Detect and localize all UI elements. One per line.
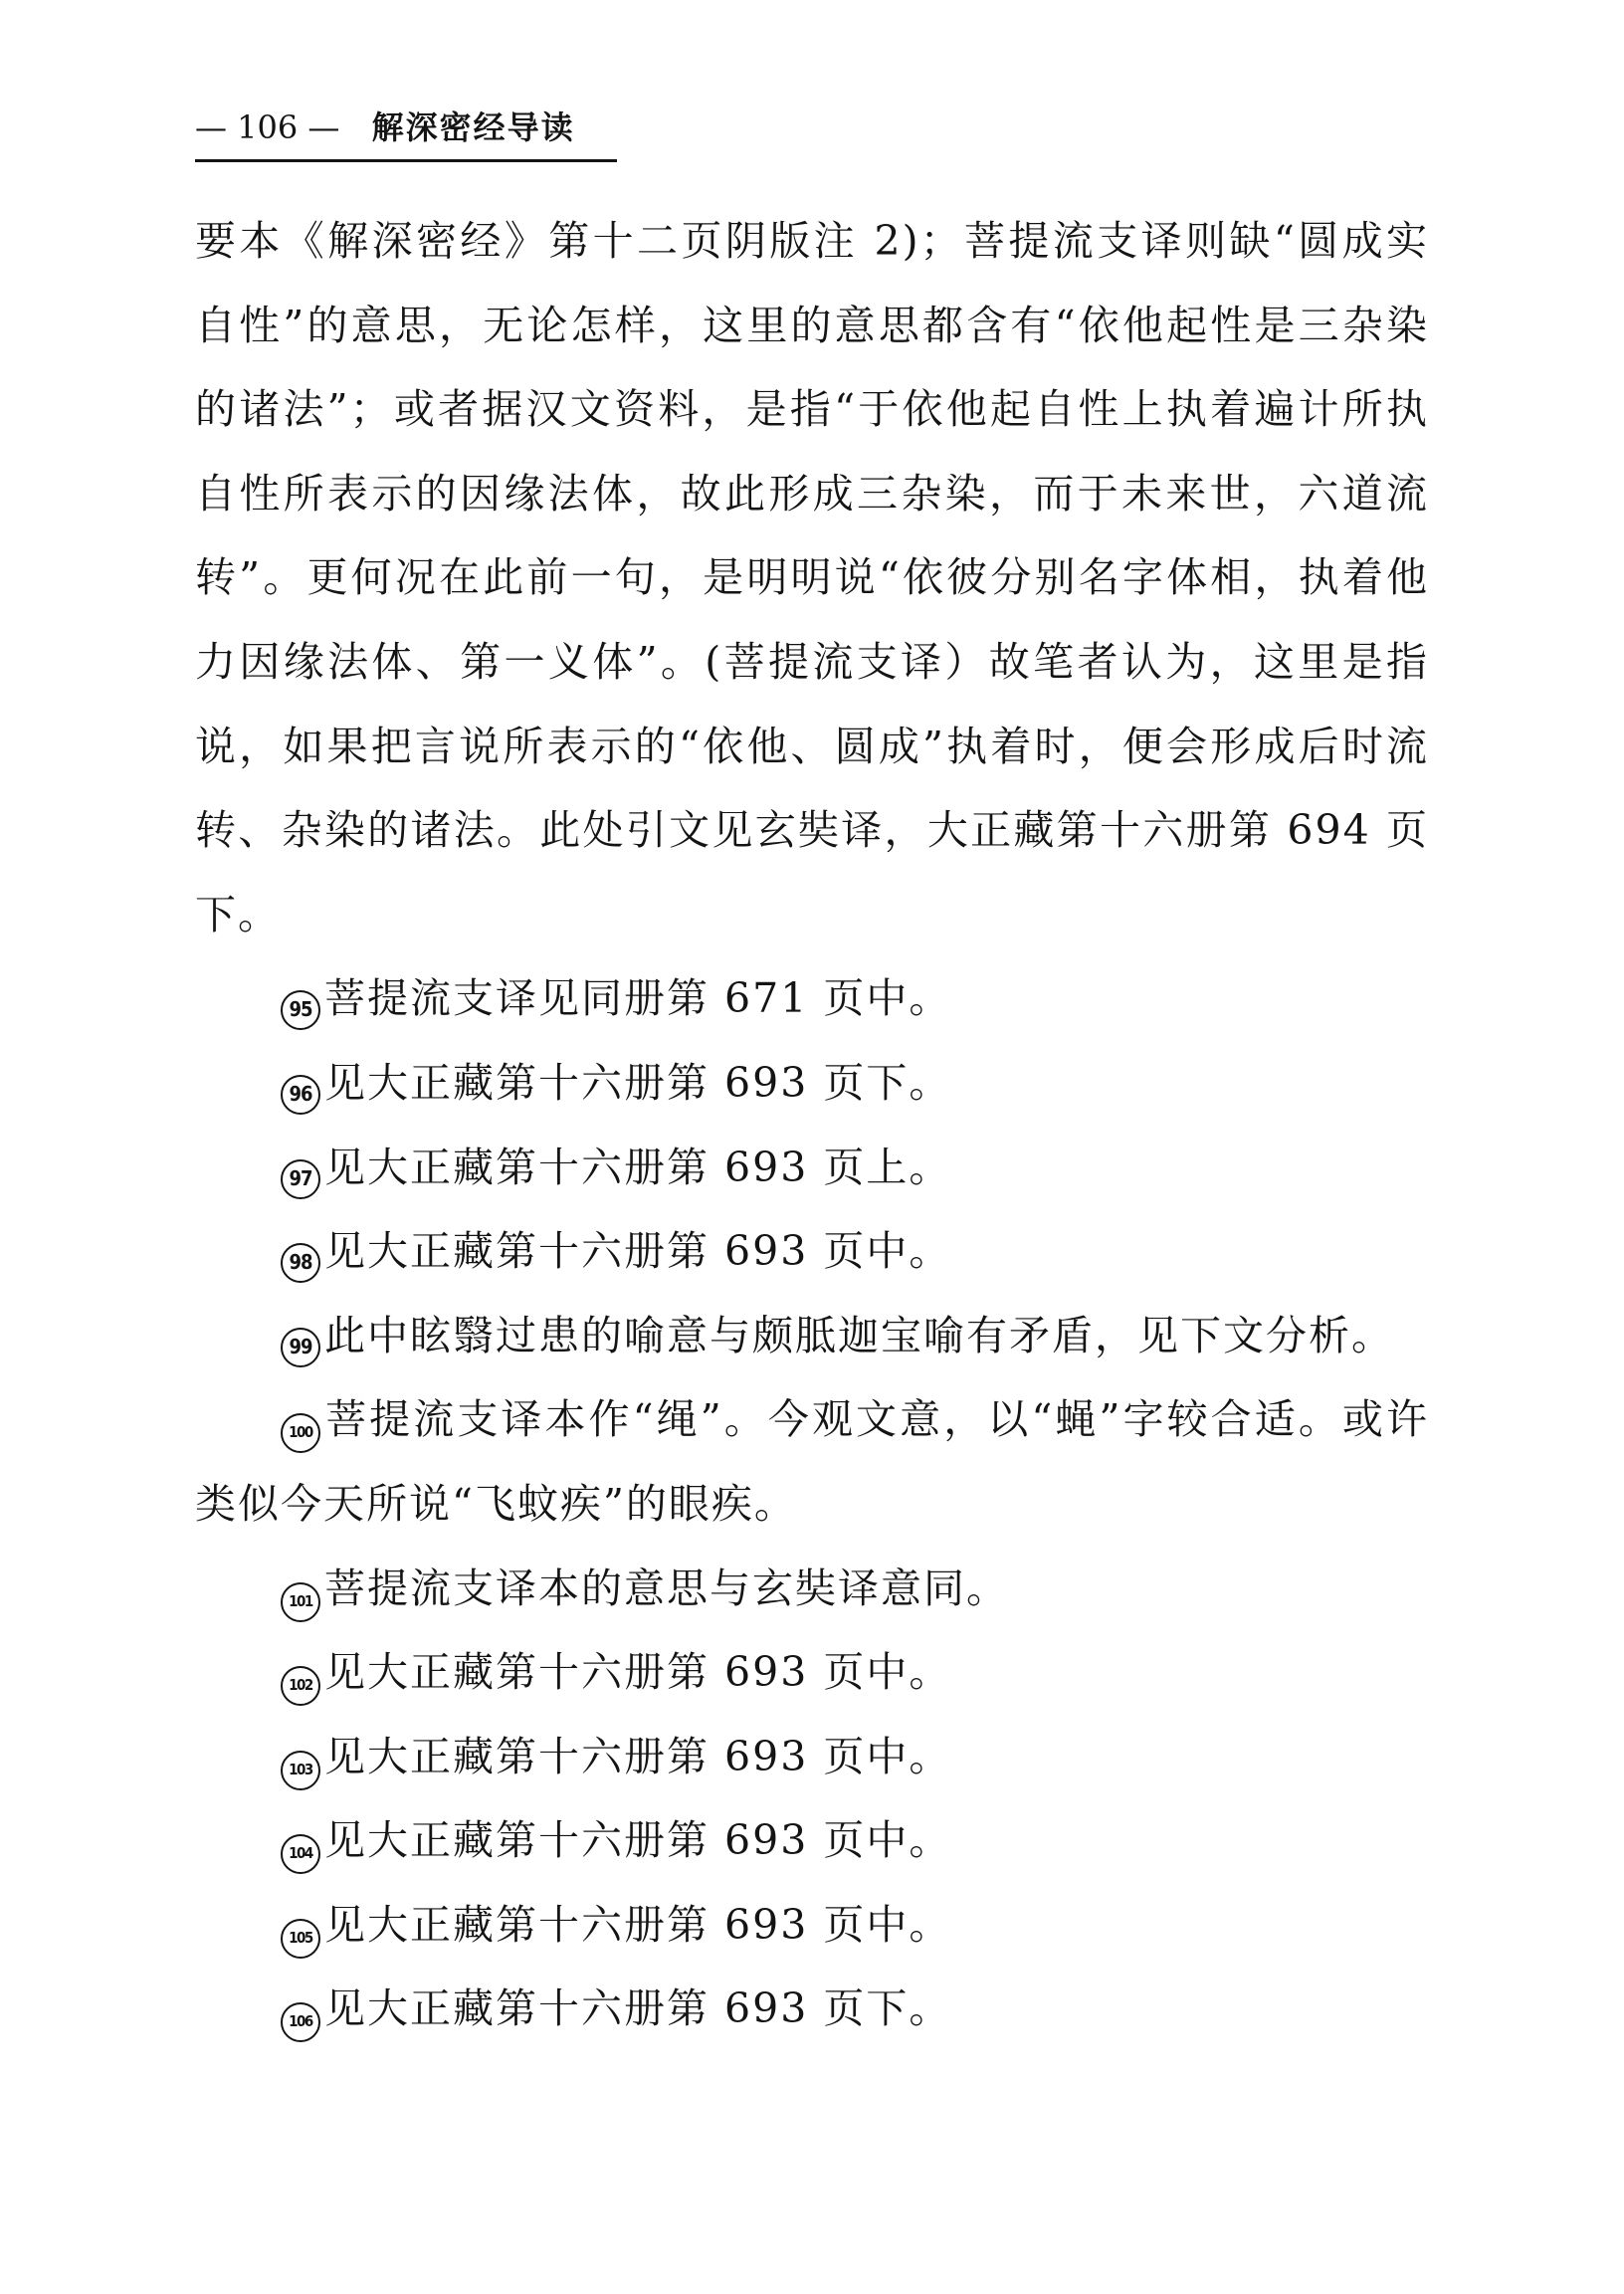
footnote-mark-95: 95 <box>281 990 320 1030</box>
footnote-mark-101: 101 <box>281 1582 320 1622</box>
footnote-text-101: 菩提流支译本的意思与玄奘译意同。 <box>324 1564 1009 1612</box>
footnote-text-100: 菩提流支译本作“绳”。今观文意，以“蝇”字较合适。或许类似今天所说“飞蚊疾”的眼疾。 <box>195 1395 1429 1528</box>
footnote-97 <box>195 1126 1429 1210</box>
footnote-105 <box>195 1883 1429 1968</box>
footnote-mark-99: 99 <box>281 1328 320 1367</box>
footnote-95 <box>195 956 1429 1041</box>
footnote-text-103: 见大正藏第十六册第 693 页中。 <box>324 1732 952 1780</box>
footnote-text-104: 见大正藏第十六册第 693 页中。 <box>324 1816 952 1865</box>
footnote-96 <box>195 1041 1429 1126</box>
footnote-text-97: 见大正藏第十六册第 693 页上。 <box>324 1143 952 1191</box>
footnote-103 <box>195 1715 1429 1799</box>
footnote-mark-104: 104 <box>281 1834 320 1874</box>
footnote-text-96: 见大正藏第十六册第 693 页下。 <box>324 1058 952 1107</box>
footnote-99 <box>195 1294 1429 1378</box>
footnote-106 <box>195 1967 1429 2051</box>
footnote-mark-100: 100 <box>281 1413 320 1453</box>
footnote-text-102: 见大正藏第十六册第 693 页中。 <box>324 1648 952 1697</box>
footnote-mark-105: 105 <box>281 1919 320 1959</box>
header-rule <box>195 159 617 162</box>
footnote-100 <box>195 1377 1429 1546</box>
footnote-mark-98: 98 <box>281 1243 320 1283</box>
footnote-text-99: 此中眩翳过患的喻意与颇胝迦宝喻有矛盾，见下文分析。 <box>324 1311 1394 1359</box>
footnote-text-98: 见大正藏第十六册第 693 页中。 <box>324 1227 952 1276</box>
footnote-101 <box>195 1547 1429 1631</box>
footnote-mark-97: 97 <box>281 1159 320 1199</box>
footnote-mark-106: 106 <box>281 2002 320 2042</box>
footnote-text-105: 见大正藏第十六册第 693 页中。 <box>324 1900 952 1949</box>
running-header <box>195 98 1429 157</box>
continued-paragraph: 要本《解深密经》第十二页阴版注 2)；菩提流支译则缺“圆成实自性”的意思，无论怎样，这里的意思都含有“依他起性是三杂染的诸法”；或者据汉文资料，是指“于依他起自性上执着遍计所执自性所表示的因缘法体，故此形成三杂染，而于未来世，六道流转”。更何况在此前一句，是明明说“依彼分别名字体相，执着他力因缘法体、第一义体”。(菩提流支译）故笔者认为，这里是指说，如果把言说所表示的“依他、圆成”执着时，便会形成后时流转、杂染的诸法。此处引文见玄奘译，大正藏第十六册第 694 页下。 <box>195 217 1429 938</box>
footnote-104 <box>195 1798 1429 1883</box>
footnote-mark-103: 103 <box>281 1751 320 1790</box>
footnote-mark-102: 102 <box>281 1666 320 1706</box>
body-text <box>195 199 1429 2051</box>
page-number: — 106 — <box>195 108 340 146</box>
book-title: 解深密经导读 <box>371 108 575 146</box>
footnote-102 <box>195 1630 1429 1715</box>
footnote-98 <box>195 1209 1429 1294</box>
footnote-text-95: 菩提流支译见同册第 671 页中。 <box>324 974 952 1023</box>
footnote-mark-96: 96 <box>281 1075 320 1115</box>
footnote-text-106: 见大正藏第十六册第 693 页下。 <box>324 1984 952 2033</box>
